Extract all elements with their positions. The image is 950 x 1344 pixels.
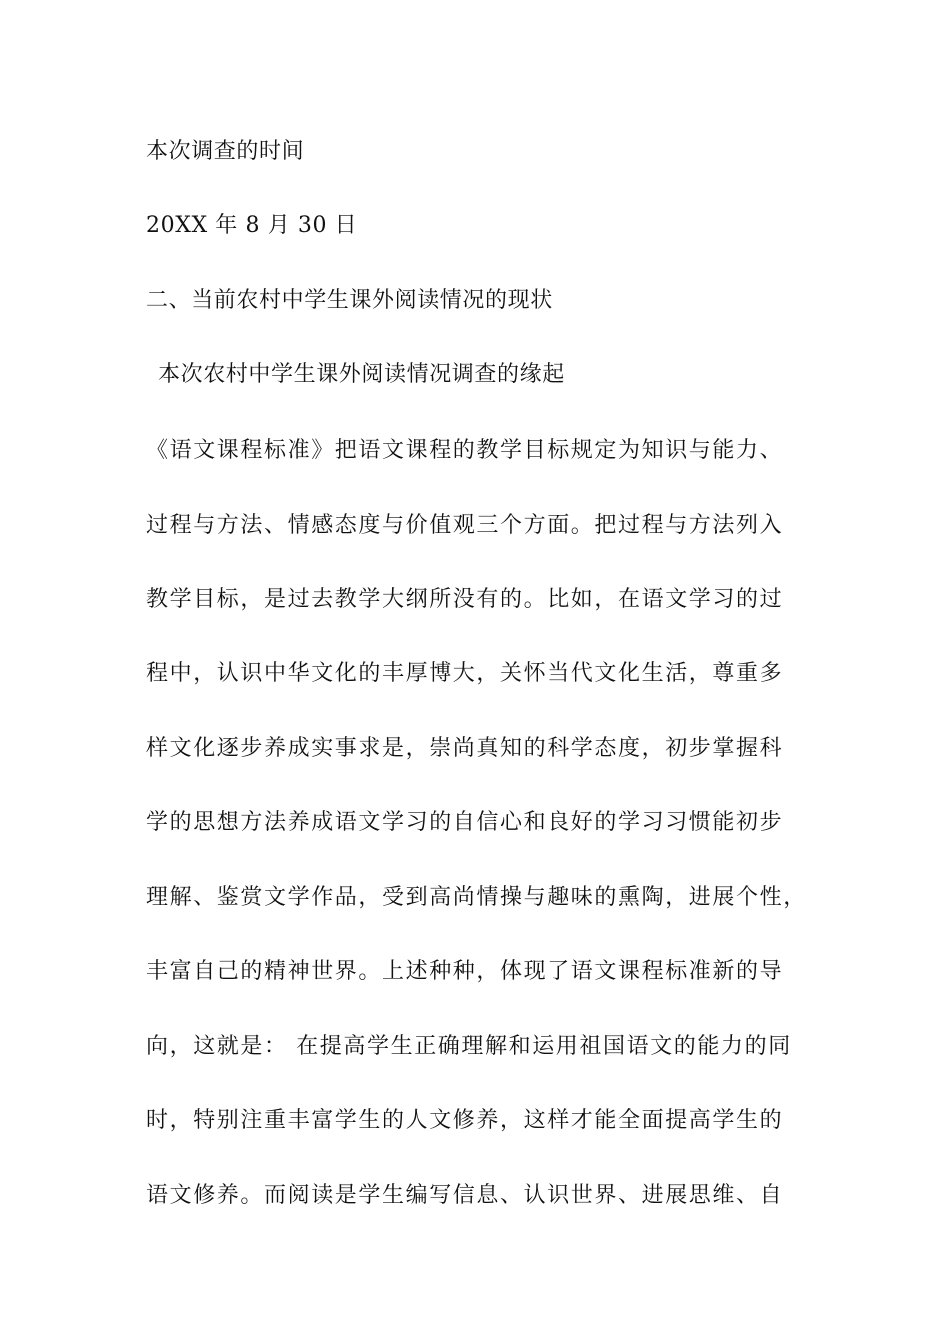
paragraph-line: 丰富自己的精神世界。上述种种，体现了语文课程标准新的导 [146,959,784,984]
paragraph-line: 教学目标，是过去教学大纲所没有的。比如，在语文学习的过 [146,587,784,612]
paragraph-line: 程中，认识中华文化的丰厚博大，关怀当代文化生活，尊重多 [146,661,784,686]
paragraph-line: 语文修养。而阅读是学生编写信息、认识世界、进展思维、自 [146,1183,784,1208]
survey-date: 20XX 年 8 月 30 日 [146,213,358,238]
paragraph-line: 学的思想方法养成语文学习的自信心和良好的学习习惯能初步 [146,810,784,835]
paragraph-line: 样文化逐步养成实事求是，崇尚真知的科学态度，初步掌握科 [146,736,784,761]
paragraph-line: 过程与方法、情感态度与价值观三个方面。把过程与方法列入 [146,513,784,538]
survey-time-label: 本次调查的时间 [146,139,305,164]
paragraph-line: 理解、鉴赏文学作品，受到高尚情操与趣味的熏陶，进展个性， [146,885,807,910]
paragraph-line: 时，特别注重丰富学生的人文修养，这样才能全面提高学生的 [146,1108,784,1133]
paragraph-line: 《语文课程标准》把语文课程的教学目标规定为知识与能力、 [146,438,784,463]
subsection-heading: 本次农村中学生课外阅读情况调查的缘起 [158,362,565,387]
paragraph-line: 向，这就是： 在提高学生正确理解和运用祖国语文的能力的同 [146,1034,792,1059]
section-heading: 二、当前农村中学生课外阅读情况的现状 [146,288,553,313]
